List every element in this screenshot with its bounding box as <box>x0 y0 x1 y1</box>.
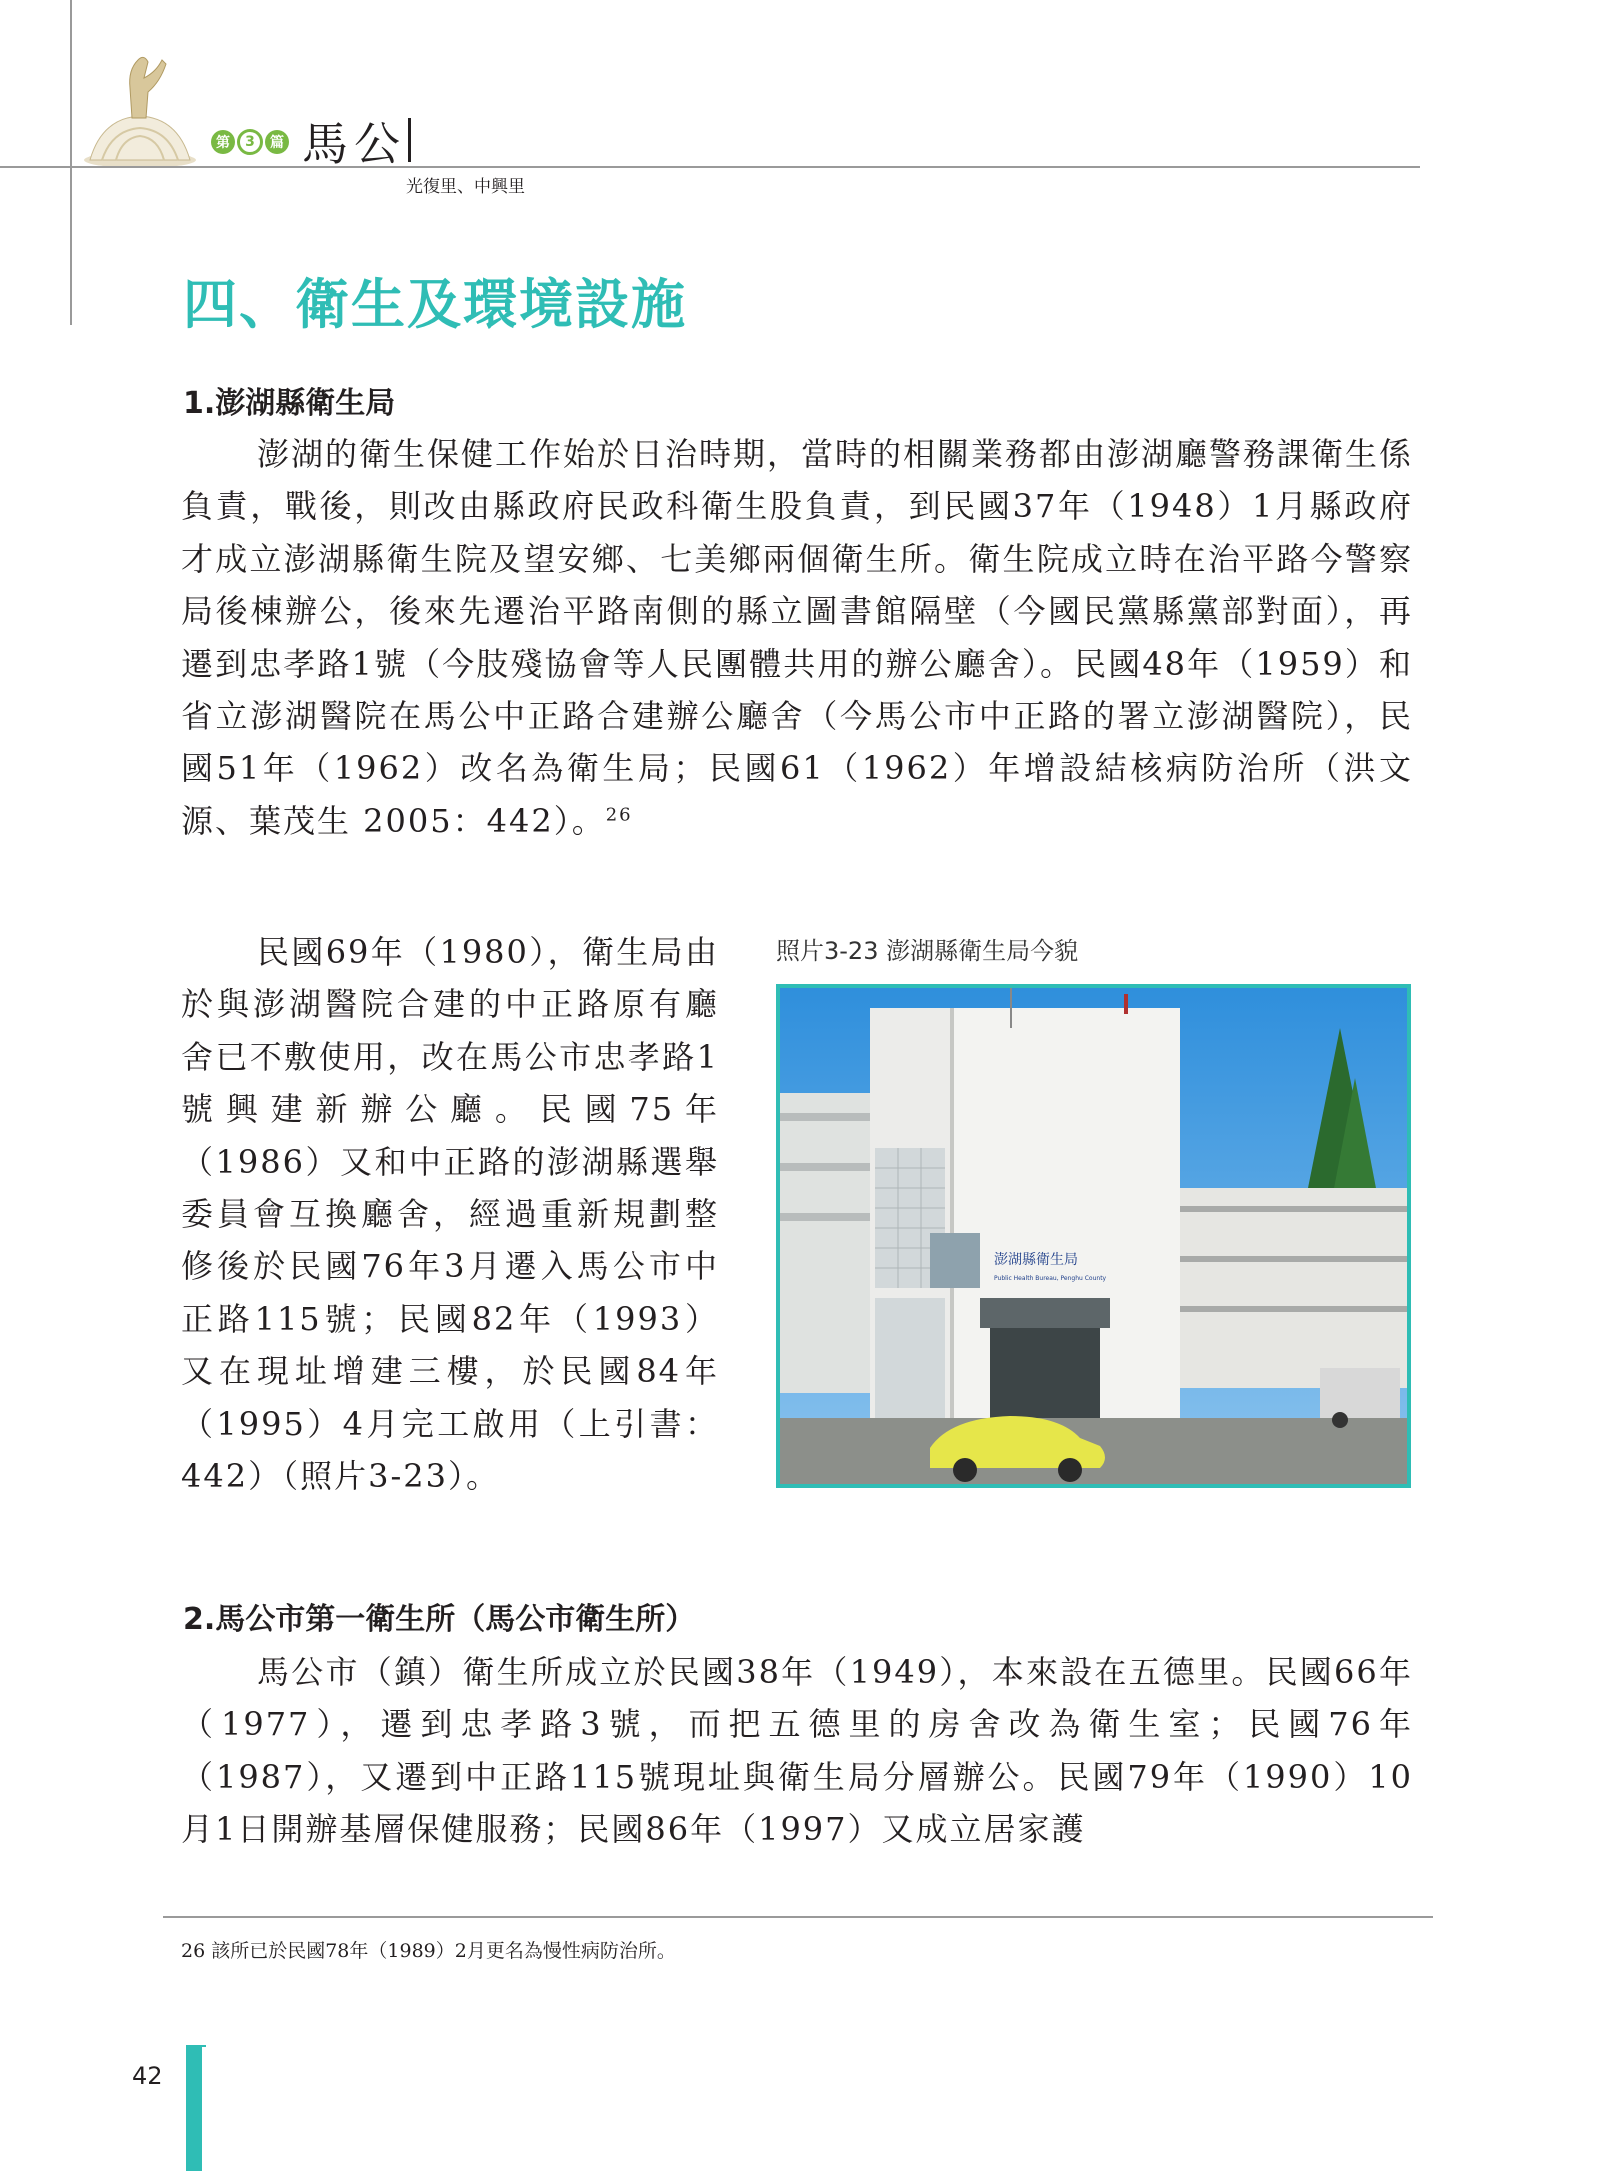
footnote-divider <box>163 1916 1433 1918</box>
subsection-heading-health-station: 2.馬公市第一衛生所（馬公市衛生所） <box>183 1602 696 1637</box>
chapter-badge-number: 3 <box>237 129 263 155</box>
header-vertical-rule <box>70 0 72 325</box>
footnote: 26 該所已於民國78年（1989）2月更名為慢性病防治所。 <box>181 1940 676 1962</box>
header-divider <box>408 118 411 162</box>
footnote-reference: 26 <box>605 804 633 826</box>
subsection-heading-health-bureau: 1.澎湖縣衛生局 <box>183 386 396 421</box>
page-margin-bar <box>186 2045 202 2171</box>
statue-ornament <box>82 48 202 166</box>
header-city-title: 馬公 <box>302 117 406 171</box>
building-sign-english: Public Health Bureau, Penghu County <box>994 1275 1107 1282</box>
paragraph-health-bureau-history <box>181 428 1413 847</box>
paragraph-text: 澎湖的衛生保健工作始於日治時期，當時的相關業務都由澎湖廳警務課衛生係負責，戰後，則改由縣政府民政科衛生股負責，到民國37年（1948）1月縣政府才成立澎湖縣衛生院及望安鄉、七美鄉兩個衛生所。衛生院成立時在治平路今警察局後棟辦公，後來先遷治平路南側的縣立圖書館隔壁（今國民黨縣黨部對面），再遷到忠孝路1號（今肢殘協會等人民團體共用的辦公廳舍）。民國48年（1959）和省立澎湖醫院在馬公中正路合建辦公廳舍（今馬公市中正路的署立澎湖醫院），民國51年（1962）改名為衛生局；民國61（1962）年增設結核病防治所（洪文源、葉茂生 2005：442）。 <box>181 435 1414 840</box>
section-title: 四、衛生及環境設施 <box>183 272 687 336</box>
header-horizontal-rule <box>0 166 1420 168</box>
health-bureau-photo <box>776 984 1411 1488</box>
chapter-badge-prefix: 第 <box>211 130 235 154</box>
chapter-badge-suffix: 篇 <box>265 130 289 154</box>
photo-caption: 照片3-23 澎湖縣衛生局今貌 <box>776 937 1079 965</box>
page-number: 42 <box>132 2062 163 2090</box>
paragraph-health-station-history: 馬公市（鎮）衛生所成立於民國38年（1949），本來設在五德里。民國66年（1977），遷到忠孝路3號，而把五德里的房舍改為衛生室；民國76年（1987），又遷到中正路115號現址與衛生局分層辦公。民國79年（1990）10月1日開辦基層保健服務；民國86年（1997）又成立居家護 <box>181 1653 1413 1849</box>
header-subtitle: 光復里、中興里 <box>406 177 525 197</box>
chapter-badge <box>211 129 289 155</box>
paragraph-health-bureau-relocation: 民國69年（1980），衛生局由於與澎湖醫院合建的中正路原有廳舍已不敷使用，改在馬公市忠孝路1號興建新辦公廳。民國75年（1986）又和中正路的澎湖縣選舉委員會互換廳舍，經過重新規劃整修後於民國76年3月遷入馬公市中正路115號；民國82年（1993）又在現址增建三樓，於民國84年（1995）4月完工啟用（上引書：442）（照片3-23）。 <box>181 933 719 1496</box>
building-sign-text: 澎湖縣衛生局 <box>994 1252 1078 1268</box>
